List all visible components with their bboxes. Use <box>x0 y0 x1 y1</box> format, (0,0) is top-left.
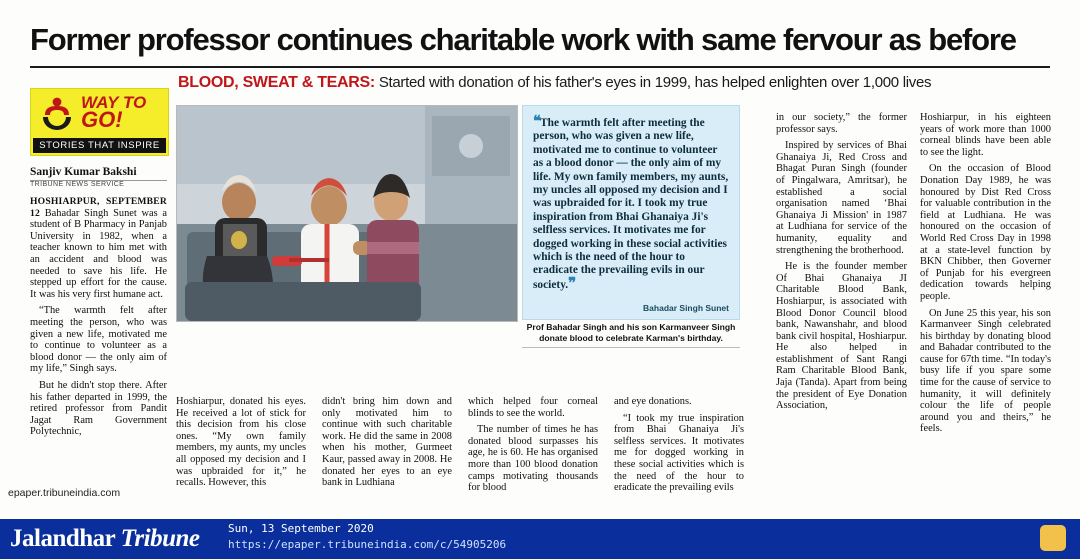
kicker-label: BLOOD, SWEAT & TEARS: <box>178 74 375 91</box>
footer-date: Sun, 13 September 2020 <box>228 522 374 535</box>
byline-author: Sanjiv Kumar Bakshi <box>30 166 167 181</box>
photo-illustration <box>177 106 517 321</box>
paragraph: didn't bring him down and only motivated him to continue with such charitable work. He did the same in 2008 when his mother, Gurmeet Kaur, passed away in 2008. He donated her eyes to an eye bank in Ludhiana <box>322 396 452 489</box>
article-column-3 <box>468 396 598 499</box>
footer-bar <box>0 519 1080 559</box>
paragraph: Inspired by services of Bhai Ghanaiya Ji, Red Cross and Bhagat Puran Singh (founder of Pingalwara, Amritsar), he established a social organisation named ‘Bhai Ghanaiya Ji Mission' in 1987 at Ludhiana for service of the humanity, equality and strengthening the brotherhood. <box>776 140 907 256</box>
article-body-columns <box>176 396 744 494</box>
paragraph: But he didn't stop there. After his father departed in 1999, the retired professor from Pandit Jagat Ram Government Polytechnic, <box>30 379 167 438</box>
page-title: Former professor continues charitable work with same fervour as before <box>30 22 1016 57</box>
paragraph: “I took my true inspiration from Bhai Ghanaiya Ji's selfless services. It motivates me for dogged working in these social activities which is the need of the hour to eradicate the prevailing evils <box>614 412 744 494</box>
paragraph: which helped four corneal blinds to see the world. <box>468 396 598 419</box>
article-photo <box>176 105 518 322</box>
paragraph: Hoshiarpur, donated his eyes. He received a lot of stick for this decision from his close ones. “My own family members, my aunts, my uncles all opposed my decision and I was upbraided for it,” he recalls. However, this <box>176 396 306 489</box>
badge-subtitle: STORIES THAT INSPIRE <box>33 138 166 153</box>
paragraph: in our society,” the former professor says. <box>776 112 907 135</box>
paragraph: Bahadar Singh Sunet was a student of B Pharmacy in Panjab University in 1982, when a teacher known to him met with an accident and blood was needed to save his life. He stepped up effort for the cause. It was his very first humane act. <box>30 207 167 300</box>
paragraph: He is the founder member Of Bhai Ghanaiya JI Charitable Blood Bank, Hoshiarpur, is associated with Blood Donor Council blood bank, Nawanshahr, and blood bank civil hospital, Hoshiarpur. He also helped in establishment of Sant Rangi Ram Charitable Blood Bank, Jaja (Tanda). Apart from being the president of Eye Donation Association, <box>776 261 907 412</box>
footer-brand-name: Tribune <box>120 525 200 552</box>
article-column-2 <box>322 396 452 494</box>
smiley-icon <box>1040 525 1066 551</box>
paragraph: On the occasion of Blood Donation Day 1989, he was honoured by Dist Red Cross for valuable contribution in the field at Ludhiana. He was honoured on the occasion of World Red Cross Day in 1998 at a state-level function by BKN Chibber, then Governer of Punjab for his evergreen dedication towards helping people. <box>920 163 1051 302</box>
article-column-5 <box>776 112 907 417</box>
photo-caption: Prof Bahadar Singh and his son Karmanveer Singh donate blood to celebrate Karman's birthday. <box>522 322 740 348</box>
epaper-watermark: epaper.tribuneindia.com <box>8 487 121 499</box>
paragraph: and eye donations. <box>614 396 692 407</box>
article-column-1 <box>176 396 306 494</box>
pull-quote-text: ❝The warmth felt after meeting the person, who was given a new life, motivated me to continue to volunteer as a blood donor — the only aim of my life. My own family members, my aunts, my uncles all opposed my decision and I was upbraided for it. I took my true inspiration from Bhai Ghanaiya Ji's selfless services. It motivates me for dogged working in these social activities which is the need of the hour to eradicate the prevailing evils in our society.❞ <box>533 114 729 292</box>
quote-close-icon: ❞ <box>568 275 576 292</box>
article-column-left <box>30 196 167 486</box>
paragraph: “The warmth felt after meeting the person, who was given a new life, motivated me to continue to volunteer as a blood donor — the only aim of my life,” Singh says. <box>30 305 167 375</box>
paragraph: On June 25 this year, his son Karmanveer Singh celebrated his birthday by donating blood and Bahadar contributed to the cause for 67th time. “In today's busy life if you spare some time for the cause of service to humanity, it will definitely colour the life of people around you and theirs,” he feels. <box>920 307 1051 435</box>
pull-quote-attribution: Bahadar Singh Sunet <box>643 303 729 313</box>
paragraph: The number of times he has donated blood surpasses his age, he is 60. He has organised more than 100 blood donation camps motivating thousands for blood <box>468 424 598 494</box>
badge-title: WAY TO GO! <box>81 93 147 132</box>
header-divider <box>30 66 1050 68</box>
article-column-4 <box>614 396 744 499</box>
article-column-6 <box>920 112 1051 440</box>
way-to-go-badge <box>30 88 169 156</box>
helping-hands-icon <box>37 93 77 133</box>
quote-open-icon: ❝ <box>533 114 541 130</box>
footer-url[interactable]: https://epaper.tribuneindia.com/c/54905206 <box>228 538 507 551</box>
kicker-text: Started with donation of his father's eyes in 1999, has helped enlighten over 1,000 lives <box>374 74 932 91</box>
footer-brand-place: Jalandhar <box>10 525 115 552</box>
pull-quote-box <box>522 105 740 320</box>
paragraph: Hoshiarpur, in his eighteen years of work more than 1000 corneal blinds have been able to see the light. <box>920 112 1051 158</box>
byline-organisation: TRIBUNE NEWS SERVICE <box>30 181 125 188</box>
kicker <box>178 74 1050 92</box>
dateline: HOSHIARPUR, SEPTEMBER 12 <box>30 196 167 219</box>
footer-brand <box>10 525 199 553</box>
